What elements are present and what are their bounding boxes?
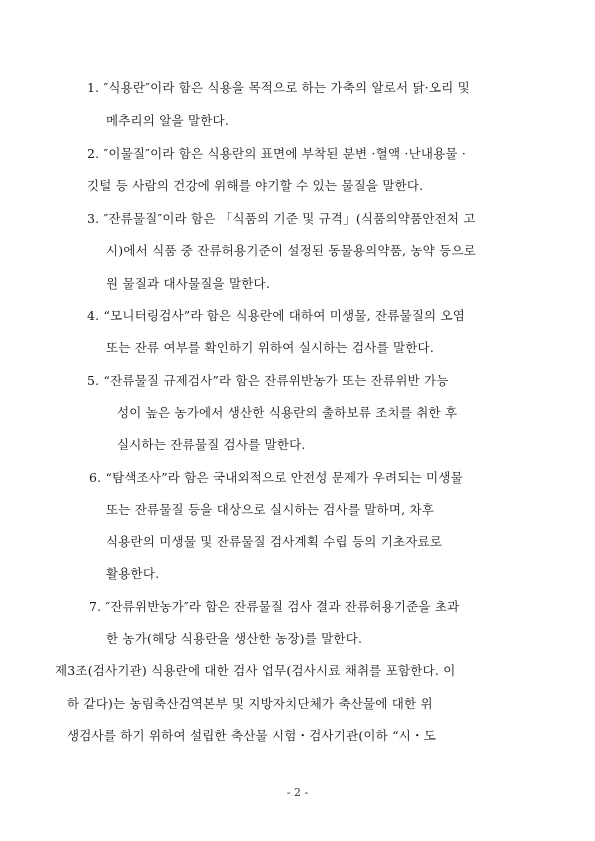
item-5-line-2: 성이 높은 농가에서 생산한 식용란의 출하보류 조치를 취한 후 <box>117 405 458 420</box>
item-5-line-3: 실시하는 잔류물질 검사를 말한다. <box>117 437 306 452</box>
page-number: - 2 - <box>286 786 309 799</box>
item-2-line-2: 깃털 등 사람의 건강에 위해를 야기할 수 있는 물질을 말한다. <box>87 178 424 193</box>
item-6-line-2: 또는 잔류물질 등을 대상으로 실시하는 검사를 말하며, 차후 <box>106 502 434 517</box>
item-1-line-2: 메추리의 알을 말한다. <box>106 113 229 128</box>
item-4-line-2: 또는 잔류 여부를 확인하기 위하여 실시하는 검사를 말한다. <box>106 340 434 355</box>
article-3-line-1: 제3조(검사기관) 식용란에 대한 검사 업무(검사시료 채취를 포함한다. 이 <box>55 663 456 678</box>
item-6-line-3: 식용란의 미생물 및 잔류물질 검사계획 수립 등의 기초자료로 <box>106 534 443 549</box>
item-4-line-1: 4. “모니터링검사”라 함은 식용란에 대하여 미생물, 잔류물질의 오염 <box>87 308 466 323</box>
item-3-line-1: 3. ″잔류물질″이라 함은 「식품의 기준 및 규격」(식품의약품안전처 고 <box>87 211 476 226</box>
item-3-line-2: 시)에서 식품 중 잔류허용기준이 설정된 동물용의약품, 농약 등으로 <box>106 243 476 258</box>
article-3-line-2: 하 같다)는 농림축산검역본부 및 지방자치단체가 축산물에 대한 위 <box>67 696 433 711</box>
item-6-line-4: 활용한다. <box>106 566 160 581</box>
item-7-line-2: 한 농가(해당 식용란을 생산한 농장)를 말한다. <box>106 631 363 646</box>
item-3-line-3: 원 물질과 대사물질을 말한다. <box>106 276 270 291</box>
item-2-line-1: 2. ″이물질″이라 함은 식용란의 표면에 부착된 분변 ·혈액 ·난내용물 · <box>87 146 467 161</box>
item-6-line-1: 6. “탐색조사”라 함은 국내외적으로 안전성 문제가 우려되는 미생물 <box>89 470 463 485</box>
item-1-line-1: 1. ″식용란″이라 함은 식용을 목적으로 하는 가축의 알로서 닭·오리 및 <box>87 80 470 95</box>
item-7-line-1: 7. ″잔류위반농가″라 함은 잔류물질 검사 결과 잔류허용기준을 초과 <box>89 599 460 614</box>
article-3-line-3: 생검사를 하기 위하여 설립한 축산물 시험・검사기관(이하 “시・도 <box>67 728 436 743</box>
item-5-line-1: 5. “잔류물질 규제검사”라 함은 잔류위반농가 또는 잔류위반 가능 <box>87 373 449 388</box>
